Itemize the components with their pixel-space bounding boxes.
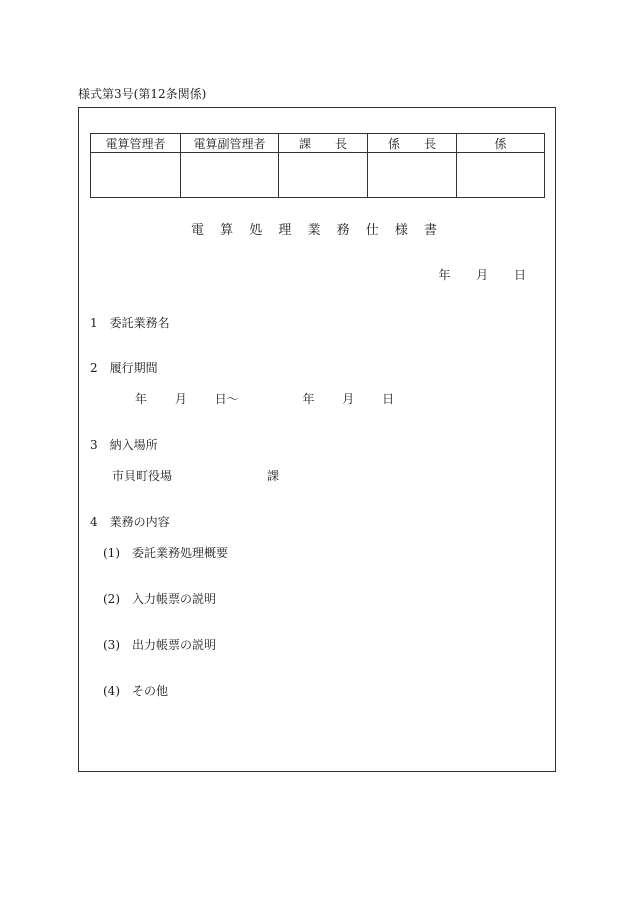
subsection-2: (2) 入力帳票の説明 <box>103 592 216 606</box>
header-densan-fuku-kanrisha: 電算副管理者 <box>181 134 279 153</box>
header-kakari: 係 <box>457 134 545 153</box>
document-title: 電 算 処 理 業 務 仕 様 書 <box>190 223 444 238</box>
subsection-1: (1) 委託業務処理概要 <box>103 546 228 560</box>
delivery-place-city: 市貝町役場 <box>112 469 173 483</box>
approval-signature-row <box>91 153 545 198</box>
subsection-3: (3) 出力帳票の説明 <box>103 638 216 652</box>
section-1-heading: 1 委託業務名 <box>90 316 170 330</box>
form-number-label: 様式第3号(第12条関係) <box>78 87 207 101</box>
approval-stamp-table <box>90 133 545 198</box>
section-2-heading: 2 履行期間 <box>90 361 158 375</box>
signature-cell-densan-fuku-kanrisha[interactable] <box>181 153 279 198</box>
signature-cell-densan-kanrisha[interactable] <box>91 153 181 198</box>
period-date-range: 年 月 日～ 年 月 日 <box>135 392 395 406</box>
signature-cell-kakaricho[interactable] <box>368 153 457 198</box>
header-kakaricho: 係 長 <box>368 134 457 153</box>
document-date: 年 月 日 <box>438 268 526 282</box>
section-3-heading: 3 納入場所 <box>90 438 158 452</box>
approval-header-row <box>91 134 545 153</box>
signature-cell-kakari[interactable] <box>457 153 545 198</box>
header-kacho: 課 長 <box>279 134 368 153</box>
signature-cell-kacho[interactable] <box>279 153 368 198</box>
delivery-place-section: 課 <box>267 469 280 483</box>
subsection-4: (4) その他 <box>103 684 168 698</box>
section-4-heading: 4 業務の内容 <box>90 515 170 529</box>
header-densan-kanrisha: 電算管理者 <box>91 134 181 153</box>
